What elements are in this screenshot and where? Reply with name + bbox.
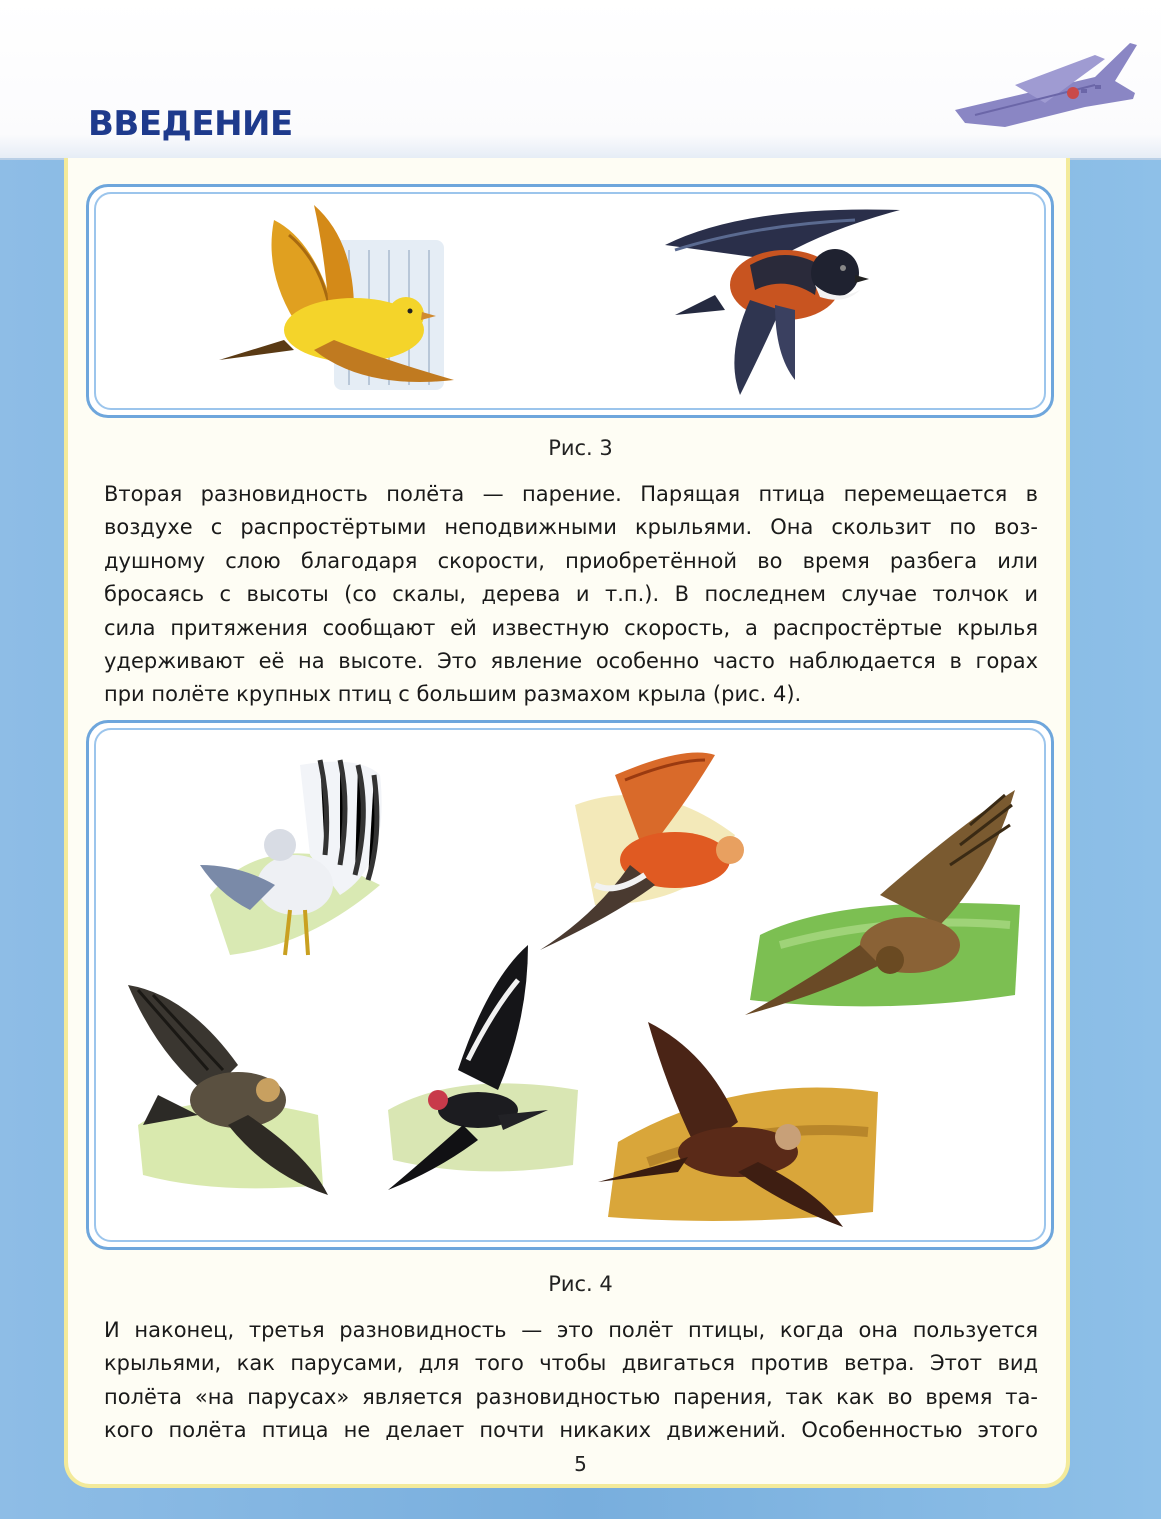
figure-4-caption: Рис. 4 bbox=[548, 1272, 613, 1296]
page-header bbox=[0, 0, 1161, 160]
text-line: кого полёта птица не делает почти никаких движений. Особенностью этого bbox=[104, 1418, 1038, 1443]
text-line: удерживают её на высоте. Это явление особенно часто наблюдается в горах bbox=[104, 649, 1038, 674]
airplane-illustration bbox=[945, 15, 1145, 145]
yellow-bird-illustration bbox=[214, 200, 464, 400]
paragraph-soaring-flight bbox=[104, 478, 1038, 712]
text-line: крыльями, как парусами, для того чтобы двигаться против ветра. Этот вид bbox=[104, 1351, 1038, 1376]
condor-illustration bbox=[378, 940, 578, 1200]
marsh-harrier-illustration bbox=[588, 1012, 888, 1230]
buzzard-illustration bbox=[740, 785, 1030, 1030]
text-line: при полёте крупных птиц с большим размахом крыла (рис. 4). bbox=[104, 682, 802, 707]
hawk-white-illustration bbox=[190, 745, 400, 970]
stonechat-bird-illustration bbox=[655, 205, 910, 400]
text-line: воздухе с распростёртыми неподвижными крыльями. Она скользит по воз- bbox=[104, 515, 1038, 540]
text-line: И наконец, третья разновидность — это полёт птицы, когда она пользуется bbox=[104, 1318, 1038, 1342]
figure-3-caption: Рис. 3 bbox=[548, 436, 613, 460]
page-number: 5 bbox=[574, 1452, 587, 1476]
text-line: душному слою благодаря скорости, приобретённой во время разбега или bbox=[104, 548, 1038, 573]
paragraph-sail-flight bbox=[104, 1314, 1038, 1448]
text-line: бросаясь с высоты (со скалы, дерева и т.п.). В последнем случае толчок и bbox=[104, 582, 1038, 607]
red-kite-illustration bbox=[535, 745, 750, 955]
text-line: сила притяжения сообщают ей известную скорость, а распростёртые крылья bbox=[104, 615, 1038, 640]
golden-eagle-illustration bbox=[118, 975, 333, 1200]
text-line: полёта «на парусах» является разновидностью парения, так как во время та- bbox=[104, 1384, 1038, 1409]
text-line: Вторая разновидность полёта — парение. Парящая птица перемещается в bbox=[104, 482, 1038, 506]
section-title: ВВЕДЕНИЕ bbox=[88, 104, 293, 144]
